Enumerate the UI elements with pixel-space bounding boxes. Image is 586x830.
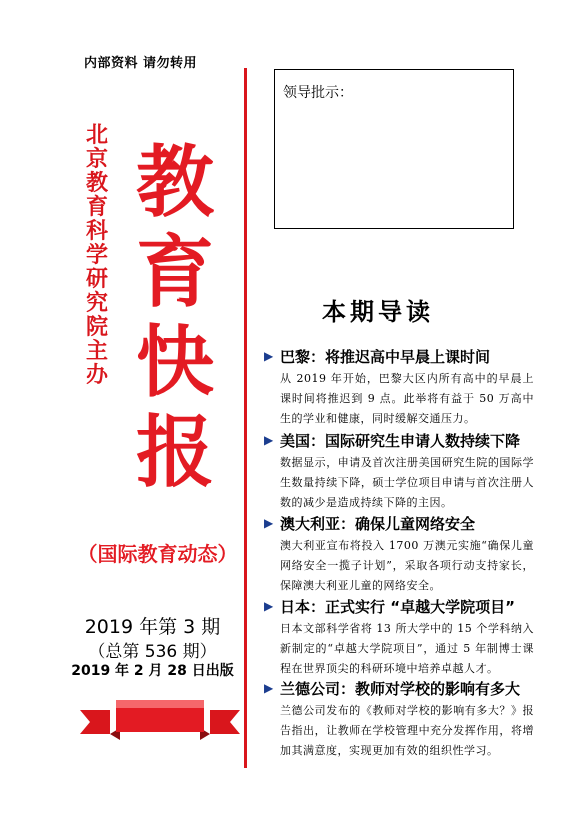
- ribbon-banner-icon: [80, 696, 240, 742]
- guide-item-body: 从 2019 年开始，巴黎大区内所有高中的早晨上课时间将推迟到 9 点。此举将有益于 50 万高中生的学业和健康，同时缓解交通压力。: [280, 372, 534, 425]
- masthead-title: 教育快报: [135, 138, 214, 498]
- masthead-subtitle: （国际教育动态）: [77, 542, 238, 566]
- triangle-bullet-icon: ▶: [264, 349, 274, 363]
- guide-item-body: 澳大利亚宣布将投入 1700 万澳元实施“确保儿童网络安全一揽子计划”，采取各项行动支持家长，保障澳大利亚儿童的网络安全。: [280, 539, 534, 592]
- leader-comment-label: 领导批示：: [283, 85, 353, 101]
- leader-comment-box: [274, 69, 514, 229]
- guide-item-body: 数据显示，申请及首次注册美国研究生院的国际学生数量持续下降，硕士学位项目申请与首次注册人数的减少是造成持续下降的主因。: [280, 456, 534, 509]
- internal-use-note: 内部资料 请勿转用: [84, 56, 198, 71]
- issue-total-number: （总第 536 期）: [88, 642, 217, 662]
- guide-item-body: 日本文部科学省将 13 所大学中的 15 个学科纳入新制定的“卓越大学院项目”，通过 5 年制博士课程在世界顶尖的科研环境中培养卓越人才。: [280, 622, 534, 675]
- triangle-bullet-icon: ▶: [264, 516, 274, 530]
- triangle-bullet-icon: ▶: [264, 433, 274, 447]
- guide-item-heading: 美国：国际研究生申请人数持续下降: [280, 431, 521, 450]
- guide-item: [264, 596, 534, 679]
- organizer-text: 北京教育科学研究院 主办: [85, 123, 108, 388]
- triangle-bullet-icon: ▶: [264, 599, 274, 613]
- guide-item-heading: 巴黎：将推迟高中早晨上课时间: [280, 347, 491, 366]
- triangle-bullet-icon: ▶: [264, 681, 274, 695]
- guide-item: [264, 678, 534, 761]
- issue-date: 2019 年 2 月 28 日出版: [71, 663, 234, 679]
- guide-title: 本期导读: [322, 297, 434, 326]
- guide-item: [264, 430, 534, 513]
- guide-item-heading: 澳大利亚：确保儿童网络安全: [280, 514, 476, 533]
- guide-item: [264, 346, 534, 429]
- guide-item: [264, 513, 534, 596]
- guide-item-heading: 日本：正式实行 “卓越大学院项目”: [280, 597, 515, 616]
- guide-item-heading: 兰德公司：教师对学校的影响有多大: [280, 679, 521, 698]
- issue-number: 2019 年第 3 期: [84, 616, 221, 638]
- guide-item-body: 兰德公司发布的《教师对学校的影响有多大？》报告指出，让教师在学校管理中充分发挥作用，将增加其满意度，实现更加有效的组织性学习。: [280, 704, 534, 757]
